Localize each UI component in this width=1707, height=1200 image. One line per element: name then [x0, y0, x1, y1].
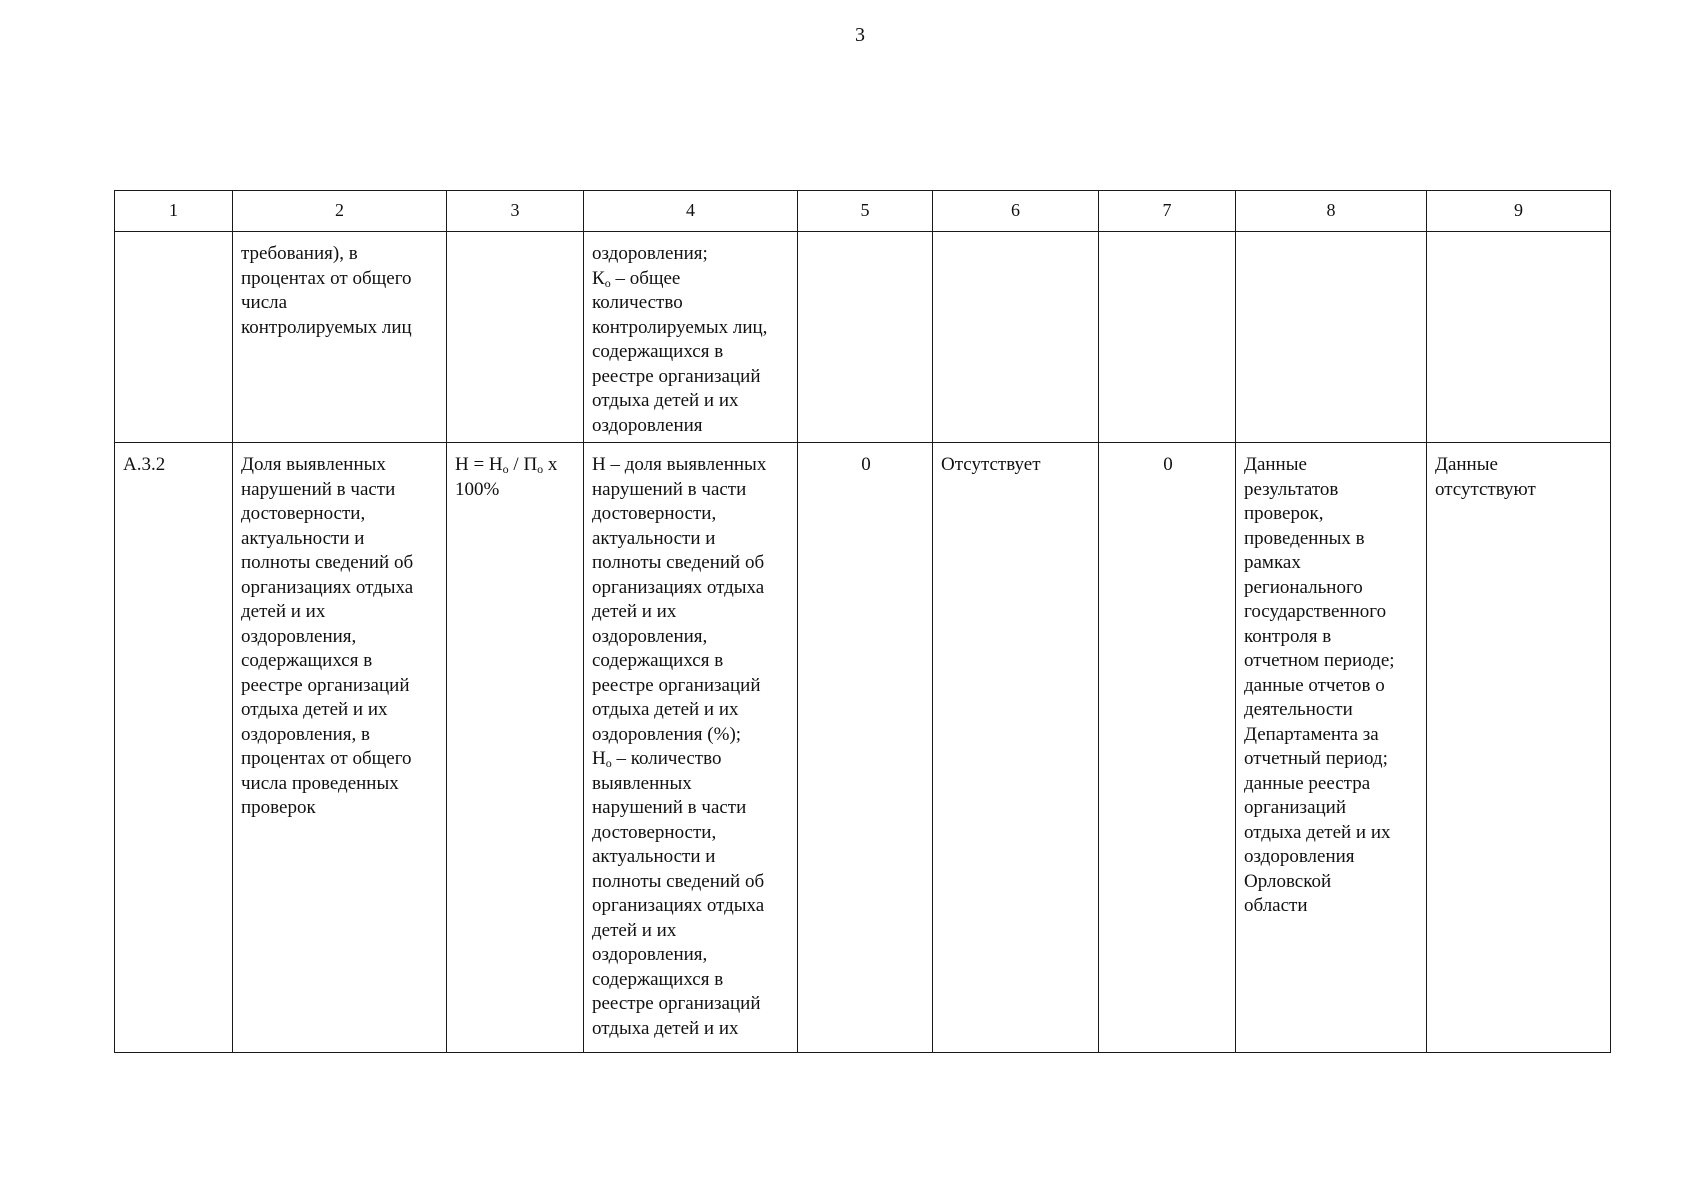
text-line: содержащихся в — [592, 341, 724, 362]
data-source-cell — [1236, 443, 1427, 1053]
text-line: актуальности и — [241, 527, 365, 549]
text-line: Орловской — [1244, 870, 1332, 892]
text-line: количество — [592, 292, 683, 313]
note-cell — [1427, 443, 1611, 1053]
cont-cell-6 — [933, 232, 1099, 443]
value-cell-col6: Отсутствует — [933, 443, 1099, 1053]
formula-line-2: 100% — [455, 478, 500, 500]
text-line: организаций — [1244, 797, 1347, 818]
text-line: достоверности, — [241, 503, 366, 524]
text-line: государственного — [1244, 601, 1387, 622]
column-header-8: 8 — [1236, 191, 1427, 232]
text-line: отчетном периоде; — [1244, 650, 1395, 671]
indicator-table — [114, 190, 1611, 1053]
page-number: 3 — [855, 24, 865, 46]
text-line: требования), в — [241, 243, 358, 264]
text-line: реестре организаций — [241, 674, 410, 696]
text-line: нарушений в части — [592, 478, 747, 500]
cont-name-cell — [233, 232, 447, 443]
column-header-7: 7 — [1099, 191, 1236, 232]
text-line: полноты сведений об — [241, 552, 414, 573]
text-line: оздоровления, — [241, 625, 357, 647]
text-line: полноты сведений об — [592, 552, 765, 573]
text-line: отсутствуют — [1435, 478, 1536, 500]
formula-line: $Н = Н_о / П_о$ х — [455, 454, 558, 476]
text-line: содержащихся в — [241, 650, 373, 671]
text-line: организациях отдыха — [592, 895, 765, 916]
cont-cell-5 — [798, 232, 933, 443]
text-line: реестре организаций — [592, 365, 761, 387]
ho-definition-line: $Н_о$ – количество — [592, 748, 722, 770]
column-number-header-row — [115, 191, 1611, 232]
column-header-5: 5 — [798, 191, 933, 232]
column-header-3: 3 — [447, 191, 584, 232]
text-line: детей и их — [241, 601, 326, 622]
text-line: отдыха детей и их — [592, 390, 739, 411]
text-line: нарушений в части — [241, 478, 396, 500]
text-line: Н – доля выявленных — [592, 454, 767, 475]
text-line: нарушений в части — [592, 797, 747, 818]
text-line: результатов — [1244, 478, 1339, 500]
continuation-row — [115, 232, 1611, 443]
text-line: оздоровления; — [592, 243, 708, 264]
text-line: оздоровления — [592, 414, 703, 436]
text-line: проверок — [241, 797, 316, 818]
column-header-1: 1 — [115, 191, 233, 232]
indicator-name-cell — [233, 443, 447, 1053]
text-line: регионального — [1244, 576, 1363, 598]
text-line: Департамента за — [1244, 723, 1379, 745]
column-header-6: 6 — [933, 191, 1099, 232]
text-line: числа проведенных — [241, 772, 399, 794]
cont-formula-cell — [447, 232, 584, 443]
text-line: полноты сведений об — [592, 870, 765, 892]
text-line: достоверности, — [592, 821, 717, 843]
text-line: оздоровления, в — [241, 723, 371, 745]
text-line: процентах от общего — [241, 267, 412, 289]
text-line: Данные — [1244, 454, 1307, 475]
text-line: числа — [241, 292, 288, 313]
cont-description-cell — [584, 232, 798, 443]
text-line: контролируемых лиц — [241, 316, 412, 338]
text-line: актуальности и — [592, 846, 716, 867]
formula-description-cell — [584, 443, 798, 1053]
text-line: отдыха детей и их — [592, 699, 739, 720]
text-line: детей и их — [592, 919, 677, 941]
value-cell-col5: 0 — [798, 443, 933, 1053]
indicator-code: А.3.2 — [115, 443, 233, 1053]
text-line: проведенных в — [1244, 527, 1365, 549]
text-line: данные отчетов о — [1244, 674, 1385, 696]
text-line: оздоровления, — [592, 625, 708, 647]
text-line: выявленных — [592, 772, 692, 794]
text-line: организациях отдыха — [241, 576, 414, 598]
text-line: контроля в — [1244, 625, 1332, 647]
text-line: контролируемых лиц, — [592, 316, 768, 338]
indicator-row-a-3-2 — [115, 443, 1611, 1053]
text-line: отчетный период; — [1244, 748, 1388, 769]
text-line: деятельности — [1244, 699, 1353, 720]
text-line: реестре организаций — [592, 674, 761, 696]
column-header-4: 4 — [584, 191, 798, 232]
text-line: процентах от общего — [241, 748, 412, 769]
text-line: данные реестра — [1244, 772, 1371, 794]
text-line: детей и их — [592, 601, 677, 622]
text-line: Доля выявленных — [241, 454, 386, 475]
cont-cell-8 — [1236, 232, 1427, 443]
text-line: достоверности, — [592, 503, 717, 524]
text-line: оздоровления — [1244, 846, 1355, 867]
column-header-9: 9 — [1427, 191, 1611, 232]
cont-cell-9 — [1427, 232, 1611, 443]
text-line: оздоровления (%); — [592, 723, 742, 745]
text-line: оздоровления, — [592, 944, 708, 965]
text-line: отдыха детей и их — [241, 699, 388, 720]
text-line: рамках — [1244, 552, 1301, 573]
cont-cell-7 — [1099, 232, 1236, 443]
formula-cell — [447, 443, 584, 1053]
text-line: области — [1244, 895, 1308, 916]
text-line: проверок, — [1244, 503, 1324, 524]
cont-code-cell — [115, 232, 233, 443]
value-cell-col7: 0 — [1099, 443, 1236, 1053]
text-line: отдыха детей и их — [1244, 821, 1391, 843]
text-line: реестре организаций — [592, 993, 761, 1014]
text-line: актуальности и — [592, 527, 716, 549]
ko-definition-line: $К_о$ – общее — [592, 267, 681, 290]
column-header-2: 2 — [233, 191, 447, 232]
text-line: содержащихся в — [592, 968, 724, 990]
text-line: Данные — [1435, 454, 1498, 475]
text-line: организациях отдыха — [592, 576, 765, 598]
text-line: содержащихся в — [592, 650, 724, 671]
text-line: отдыха детей и их — [592, 1017, 739, 1039]
